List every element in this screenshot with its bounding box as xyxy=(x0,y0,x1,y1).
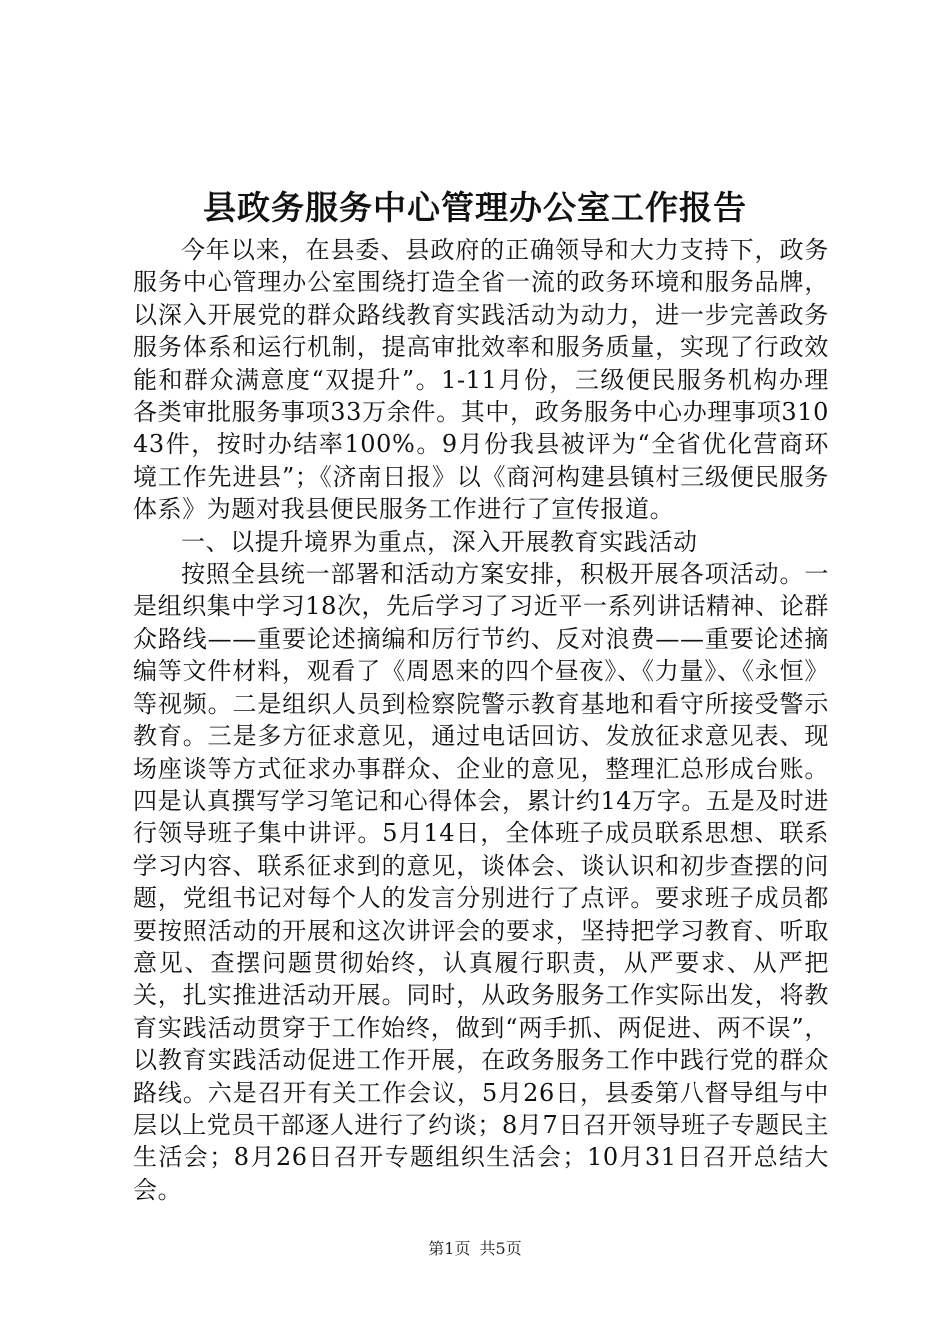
document-body xyxy=(133,234,829,1206)
section-1-paragraph: 按照全县统一部署和活动方案安排，积极开展各项活动。一是组织集中学习18次，先后学习了习近平一系列讲话精神、论群众路线——重要论述摘编和厉行节约、反对浪费——重要论述摘编等文件材料，观看了《周恩来的四个昼夜》、《力量》、《永恒》等视频。二是组织人员到检察院警示教育基地和看守所接受警示教育。三是多方征求意见，通过电话回访、发放征求意见表、现场座谈等方式征求办事群众、企业的意见，整理汇总形成台账。四是认真撰写学习笔记和心得体会，累计约14万字。五是及时进行领导班子集中讲评。5月14日，全体班子成员联系思想、联系学习内容、联系征求到的意见，谈体会、谈认识和初步查摆的问题，党组书记对每个人的发言分别进行了点评。要求班子成员都要按照活动的开展和这次讲评会的要求，坚持把学习教育、听取意见、查摆问题贯彻始终，认真履行职责，从严要求、从严把关，扎实推进活动开展。同时，从政务服务工作实际出发，将教育实践活动贯穿于工作始终，做到“两手抓、两促进、两不误”，以教育实践活动促进工作开展，在政务服务工作中践行党的群众路线。六是召开有关工作会议，5月26日，县委第八督导组与中层以上党员干部逐人进行了约谈；8月7日召开领导班子专题民主生活会；8月26日召开专题组织生活会；10月31日召开总结大会。 xyxy=(133,560,829,1204)
page-footer xyxy=(0,1238,950,1260)
page-number: 第1页 xyxy=(428,1239,471,1258)
document-title: 县政务服务中心管理办公室工作报告 xyxy=(203,188,747,227)
intro-paragraph: 今年以来，在县委、县政府的正确领导和大力支持下，政务服务中心管理办公室围绕打造全省一流的政务环境和服务品牌，以深入开展党的群众路线教育实践活动为动力，进一步完善政务服务体系和运行机制，提高审批效率和服务质量，实现了行政效能和群众满意度“双提升”。1-11月份，三级便民服务机构办理各类审批服务事项33万余件。其中，政务服务中心办理事项31043件，按时办结率100%。9月份我县被评为“全省优化营商环境工作先进县”；《济南日报》以《商河构建县镇村三级便民服务体系》为题对我县便民服务工作进行了宣传报道。 xyxy=(133,236,829,524)
page-total: 共5页 xyxy=(479,1239,522,1258)
section-heading-1: 一、以提升境界为重点，深入开展教育实践活动 xyxy=(181,527,698,556)
